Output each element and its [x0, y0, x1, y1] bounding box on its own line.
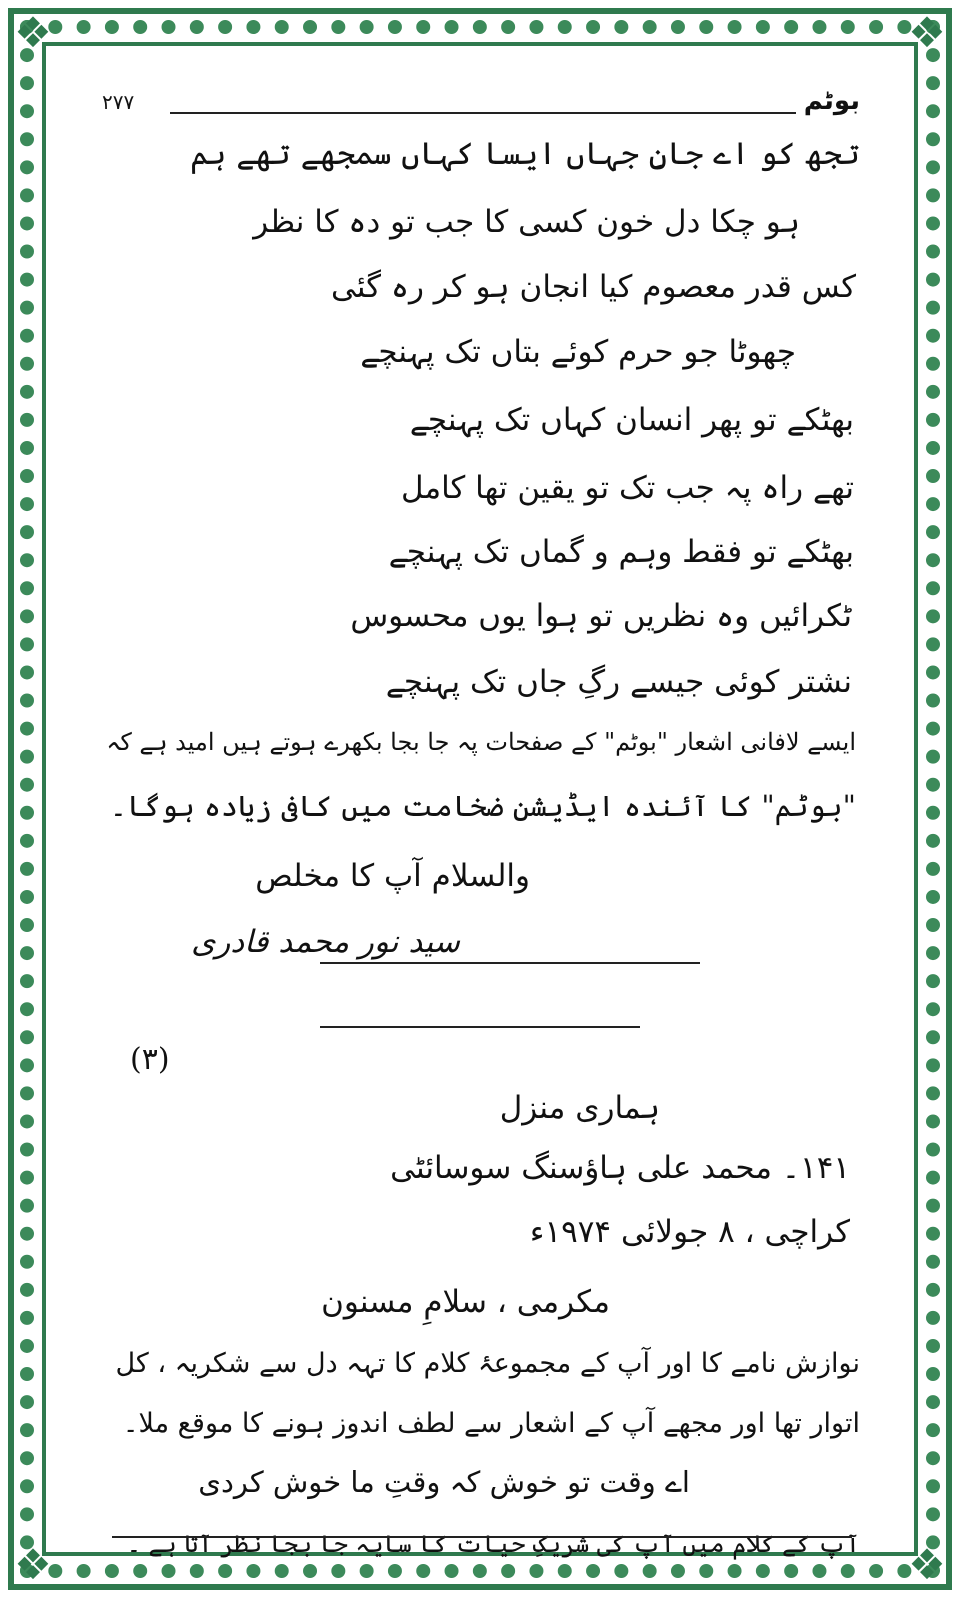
corner-ornament-icon: ❖	[14, 1540, 52, 1589]
letter-number: (۳)	[130, 1042, 170, 1077]
date-line: کراچی ، ۸ جولائی ۱۹۷۴ء	[529, 1214, 850, 1250]
document-page	[100, 80, 860, 1558]
verse-line: تجھ کو اے جانِ جہاں ایسا کہاں سمجھے تھے ہم	[190, 136, 860, 172]
footer-rule	[112, 1536, 852, 1538]
closing-line: والسلام آپ کا مخلص	[255, 858, 530, 894]
header-rule	[170, 112, 796, 114]
address-line: ہماری منزل	[499, 1090, 660, 1126]
page-number: ۲۷۷	[102, 90, 135, 114]
corner-ornament-icon: ❖	[908, 8, 946, 57]
prose-line: "بوٹم" کا آئندہ ایڈیشن ضخامت میں کافی زیادہ ہوگا۔	[109, 789, 856, 823]
verse-line: بھٹکے تو پھر انسان کہاں تک پہنچے	[409, 402, 854, 438]
body-line: اتوار تھا اور مجھے آپ کے اشعار سے لطف اندوز ہونے کا موقع ملا۔	[122, 1408, 860, 1439]
verse-line: ہو چکا دل خون کسی کا جب تو دہ کا نظر	[253, 204, 800, 240]
salutation: مکرمی ، سلامِ مسنون	[321, 1284, 610, 1320]
corner-ornament-icon: ❖	[908, 1540, 946, 1589]
address-line: ۱۴۱۔ محمد علی ہاؤسنگ سوسائٹی	[390, 1150, 850, 1186]
running-header	[100, 86, 860, 122]
verse-line: نشتر کوئی جیسے رگِ جاں تک پہنچے	[385, 664, 852, 700]
signature-underline	[320, 962, 700, 964]
prose-line: ایسے لافانی اشعار "بوٹم" کے صفحات پہ جا بجا بکھرے ہوتے ہیں امید ہے کہ	[106, 728, 856, 756]
verse-line: کس قدر معصوم کیا انجان ہو کر رہ گئی	[331, 269, 856, 305]
verse-line: ٹکرائیں وہ نظریں تو ہوا یوں محسوس	[350, 598, 852, 634]
section-divider	[320, 1026, 640, 1028]
body-line: نوازش نامے کا اور آپ کے مجموعۂ کلام کا تہہ دل سے شکریہ ، کل	[115, 1348, 860, 1379]
verse-line: بھٹکے تو فقط وہم و گماں تک پہنچے	[388, 534, 854, 570]
body-line: آپ کے کلام میں آپ کی شریکِ حیات کا سایہ جا بجا نظر آتا ہے ۔	[126, 1530, 860, 1558]
signature: سید نور محمد قادری	[191, 924, 460, 960]
running-title: بوٹم	[803, 86, 860, 116]
verse-line: تھے راہ پہ جب تک تو یقین تھا کامل	[401, 470, 854, 506]
corner-ornament-icon: ❖	[14, 8, 52, 57]
verse-line: چھوٹا جو حرم کوئے بتاں تک پہنچے	[360, 334, 796, 370]
body-line: اے وقت تو خوش کہ وقتِ ما خوش کردی	[198, 1465, 690, 1499]
